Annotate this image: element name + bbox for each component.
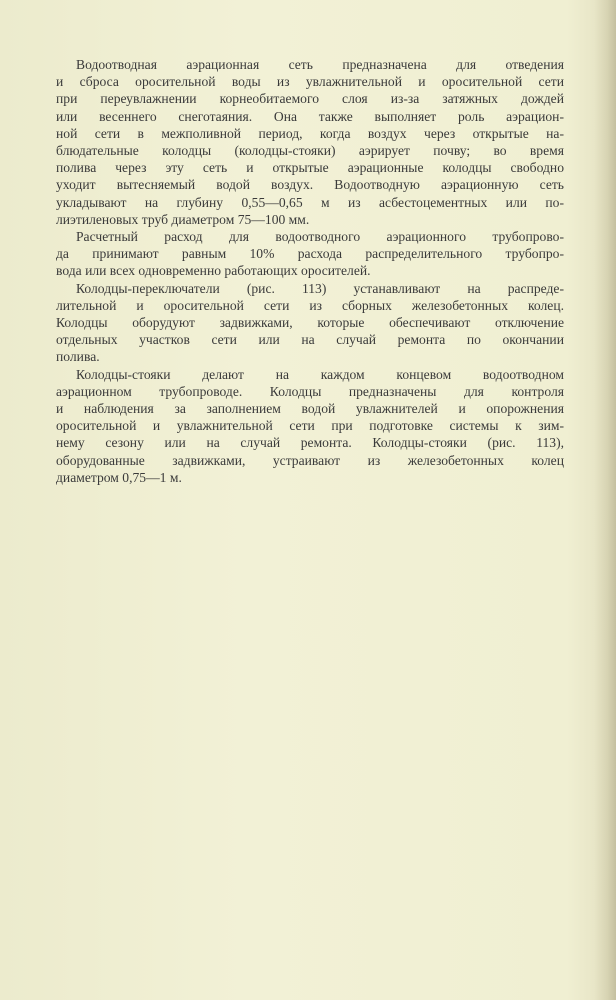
text-line: уходит вытесняемый водой воздух. Водоотводную аэрационную сеть xyxy=(56,177,564,193)
text-line: Расчетный расход для водоотводного аэрационного трубопрово- xyxy=(76,229,564,245)
paragraph xyxy=(56,56,564,228)
text-line: лиэтиленовых труб диаметром 75—100 мм. xyxy=(56,211,310,227)
text-line: диаметром 0,75—1 м. xyxy=(56,469,182,485)
page-edge-shadow xyxy=(594,0,616,1000)
paragraph xyxy=(56,228,564,280)
text-line: ной сети в межполивной период, когда воздух через открытые на- xyxy=(56,125,564,141)
text-line: укладывают на глубину 0,55—0,65 м из асбестоцементных или по- xyxy=(56,194,564,210)
text-line: и наблюдения за заполнением водой увлажнителей и опорожнения xyxy=(56,401,564,417)
text-line: Колодцы-стояки делают на каждом концевом водоотводном xyxy=(76,366,564,382)
text-line: Колодцы-переключатели (рис. 113) устанавливают на распреде- xyxy=(76,280,564,296)
paragraph xyxy=(56,366,564,486)
text-line: Колодцы оборудуют задвижками, которые обеспечивают отключение xyxy=(56,315,564,331)
text-line: нему сезону или на случай ремонта. Колодцы-стояки (рис. 113), xyxy=(56,435,564,451)
text-line: оросительной и увлажнительной сети при подготовке системы к зим- xyxy=(56,418,564,434)
text-line: блюдательные колодцы (колодцы-стояки) аэрирует почву; во время xyxy=(56,143,564,159)
text-line: отдельных участков сети или на случай ремонта по окончании xyxy=(56,332,564,348)
text-line: аэрационном трубопроводе. Колодцы предназначены для контроля xyxy=(56,383,564,399)
text-line: лительной и оросительной сети из сборных железобетонных колец. xyxy=(56,297,564,313)
text-line: Водоотводная аэрационная сеть предназначена для отведения xyxy=(76,57,564,72)
text-line: или весеннего снеготаяния. Она также выполняет роль аэрацион- xyxy=(56,108,564,124)
body-text xyxy=(56,56,564,486)
paragraph xyxy=(56,280,564,366)
text-line: полива через эту сеть и открытые аэрационные колодцы свободно xyxy=(56,160,564,176)
text-line: при переувлажнении корнеобитаемого слоя из-за затяжных дождей xyxy=(56,91,564,107)
text-line: вода или всех одновременно работающих оросителей. xyxy=(56,263,371,279)
text-line: полива. xyxy=(56,349,100,365)
text-line: оборудованные задвижками, устраивают из железобетонных колец xyxy=(56,452,564,468)
text-line: да принимают равным 10% расхода распределительного трубопро- xyxy=(56,246,564,262)
text-line: и сброса оросительной воды из увлажнительной и оросительной сети xyxy=(56,74,564,90)
